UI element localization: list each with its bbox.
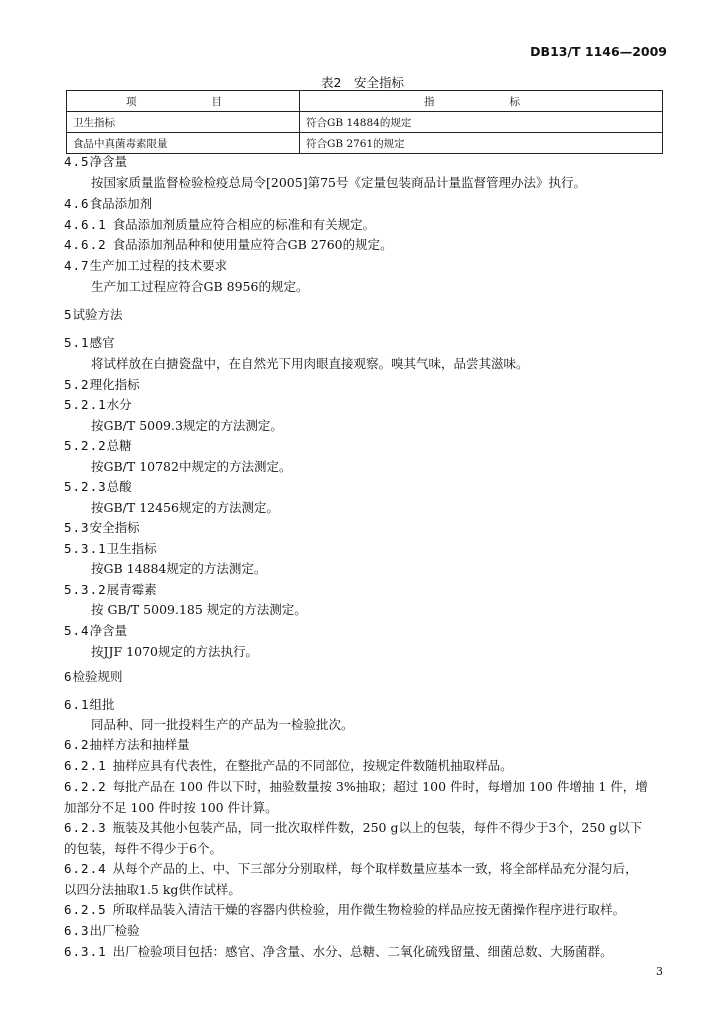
section-heading <box>64 194 152 212</box>
clause-number: 4.6 <box>64 196 90 211</box>
table-header-index: 指 标 <box>300 91 663 112</box>
clause-text: 净含量 <box>89 623 128 638</box>
clause-text: 总糖 <box>106 438 132 453</box>
table-row <box>67 112 663 133</box>
section-heading <box>64 477 132 495</box>
clause-text: 组批 <box>89 697 115 712</box>
clause-number: 4.7 <box>64 258 90 273</box>
table-cell: 食品中真菌毒素限量 <box>67 133 300 154</box>
clause-number: 4.6.2 <box>64 237 107 252</box>
numbered-clause <box>64 235 393 253</box>
clause-number: 5 <box>64 307 73 322</box>
clause-text: 食品添加剂 <box>89 196 153 211</box>
clause-text: 瓶装及其他小包装产品，同一批次取样件数，250 g以上的包装，每件不得少于3个，250 g以下 <box>112 820 643 835</box>
paragraph-line <box>64 600 307 618</box>
section-heading <box>64 305 123 323</box>
paragraph-line <box>64 498 279 516</box>
page-number: 3 <box>656 965 663 978</box>
clause-text: 所取样品装入清洁干燥的容器内供检验，用作微生物检验的样品应按无菌操作程序进行取样。 <box>112 902 626 917</box>
section-heading <box>64 667 123 685</box>
clause-number: 5.1 <box>64 335 90 350</box>
table-cell: 卫生指标 <box>67 112 300 133</box>
document-code-header: DB13/T 1146—2009 <box>530 44 667 59</box>
clause-text: 以四分法抽取1.5 kg供作试样。 <box>64 882 241 897</box>
paragraph-line <box>64 642 258 660</box>
table-row <box>67 133 663 154</box>
section-heading <box>64 518 140 536</box>
clause-text: 卫生指标 <box>106 541 157 556</box>
section-heading <box>64 375 140 393</box>
numbered-clause <box>64 215 375 233</box>
clause-number: 6.2.5 <box>64 902 107 917</box>
clause-text: 水分 <box>106 397 132 412</box>
clause-text: 将试样放在白搪瓷盘中，在自然光下用肉眼直接观察。嗅其气味，品尝其滋味。 <box>91 356 529 371</box>
numbered-clause <box>64 756 513 774</box>
numbered-clause <box>64 777 648 795</box>
clause-number: 5.3 <box>64 520 90 535</box>
section-heading <box>64 539 157 557</box>
numbered-clause <box>64 859 638 877</box>
clause-text: 加部分不足 100 件时按 100 件计算。 <box>64 800 278 815</box>
paragraph-line <box>64 416 283 434</box>
section-heading <box>64 395 132 413</box>
clause-number: 5.4 <box>64 623 90 638</box>
section-heading <box>64 152 127 170</box>
section-heading <box>64 256 227 274</box>
clause-text: 出厂检验 <box>89 923 140 938</box>
numbered-clause <box>64 900 625 918</box>
clause-text: 检验规则 <box>72 669 123 684</box>
section-heading <box>64 436 132 454</box>
section-heading <box>64 333 115 351</box>
clause-text: 按GB/T 5009.3规定的方法测定。 <box>91 418 283 433</box>
table-cell: 符合GB 2761的规定 <box>300 133 663 154</box>
clause-number: 6.2 <box>64 737 90 752</box>
clause-text: 净含量 <box>89 154 128 169</box>
clause-text: 按GB/T 12456规定的方法测定。 <box>91 500 279 515</box>
clause-number: 6.2.1 <box>64 758 107 773</box>
clause-number: 5.2.3 <box>64 479 107 494</box>
clause-text: 总酸 <box>106 479 132 494</box>
clause-text: 按GB/T 10782中规定的方法测定。 <box>91 459 292 474</box>
clause-text: 按GB 14884规定的方法测定。 <box>91 561 267 576</box>
clause-text: 抽样应具有代表性，在整批产品的不同部位，按规定件数随机抽取样品。 <box>112 758 513 773</box>
clause-text: 同品种、同一批投料生产的产品为一检验批次。 <box>91 717 354 732</box>
clause-number: 4.6.1 <box>64 217 107 232</box>
paragraph-line <box>64 839 222 857</box>
clause-text: 从每个产品的上、中、下三部分分别取样，每个取样数量应基本一致，将全部样品充分混匀后， <box>112 861 638 876</box>
clause-text: 按JJF 1070规定的方法执行。 <box>91 644 258 659</box>
clause-number: 5.2.1 <box>64 397 107 412</box>
table-caption: 表2 安全指标 <box>321 75 404 90</box>
clause-text: 按 GB/T 5009.185 规定的方法测定。 <box>91 602 307 617</box>
numbered-clause <box>64 818 642 836</box>
clause-text: 按国家质量监督检验检疫总局令[2005]第75号《定量包装商品计量监督管理办法》执行。 <box>91 175 586 190</box>
section-heading <box>64 580 157 598</box>
section-heading <box>64 621 127 639</box>
clause-text: 理化指标 <box>89 377 140 392</box>
section-heading <box>64 921 140 939</box>
clause-text: 感官 <box>89 335 115 350</box>
numbered-clause <box>64 942 613 960</box>
clause-number: 6.2.2 <box>64 779 107 794</box>
section-heading <box>64 695 115 713</box>
clause-number: 5.3.2 <box>64 582 107 597</box>
clause-number: 4.5 <box>64 154 90 169</box>
clause-text: 出厂检验项目包括：感官、净含量、水分、总糖、二氧化硫残留量、细菌总数、大肠菌群。 <box>112 944 613 959</box>
clause-number: 5.2 <box>64 377 90 392</box>
clause-text: 抽样方法和抽样量 <box>89 737 190 752</box>
paragraph-line <box>64 457 291 475</box>
table-header-row <box>67 91 663 112</box>
clause-number: 6.2.4 <box>64 861 107 876</box>
clause-number: 6.1 <box>64 697 90 712</box>
clause-text: 生产加工过程的技术要求 <box>89 258 228 273</box>
table-cell: 符合GB 14884的规定 <box>300 112 663 133</box>
paragraph-line <box>64 715 354 733</box>
clause-text: 展青霉素 <box>106 582 157 597</box>
clause-text: 安全指标 <box>89 520 140 535</box>
paragraph-line <box>64 173 586 191</box>
clause-text: 食品添加剂质量应符合相应的标准和有关规定。 <box>112 217 376 232</box>
clause-text: 试验方法 <box>72 307 123 322</box>
clause-number: 6.2.3 <box>64 820 107 835</box>
safety-index-table <box>66 90 663 154</box>
clause-text: 生产加工过程应符合GB 8956的规定。 <box>91 279 309 294</box>
paragraph-line <box>64 559 266 577</box>
paragraph-line <box>64 277 308 295</box>
clause-number: 6.3 <box>64 923 90 938</box>
clause-text: 每批产品在 100 件以下时，抽验数量按 3%抽取；超过 100 件时，每增加 100 件增抽 1 件，增 <box>112 779 648 794</box>
clause-number: 6.3.1 <box>64 944 107 959</box>
clause-number: 5.3.1 <box>64 541 107 556</box>
paragraph-line <box>64 798 278 816</box>
clause-number: 6 <box>64 669 73 684</box>
paragraph-line <box>64 354 529 372</box>
section-heading <box>64 735 190 753</box>
table-header-item: 项 目 <box>67 91 300 112</box>
clause-text: 的包装，每件不得少于6个。 <box>64 841 222 856</box>
clause-number: 5.2.2 <box>64 438 107 453</box>
paragraph-line <box>64 880 241 898</box>
clause-text: 食品添加剂品种和使用量应符合GB 2760的规定。 <box>112 237 393 252</box>
